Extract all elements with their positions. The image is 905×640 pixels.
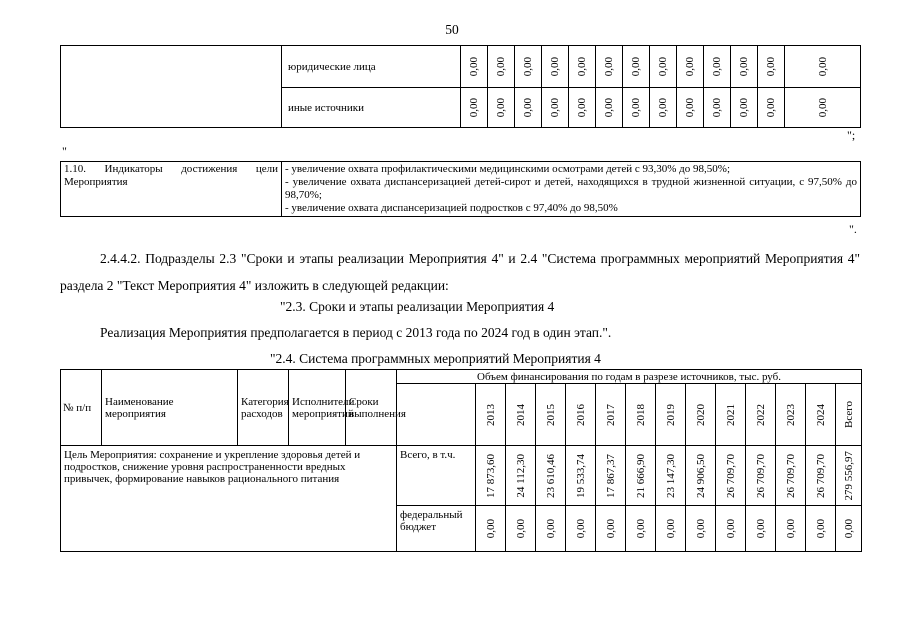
year-header: 2017 [604, 403, 617, 426]
year-header: 2016 [574, 403, 587, 426]
year-header: 2021 [724, 403, 737, 426]
programme-table [60, 369, 862, 552]
value-cell: 0,00 [738, 56, 750, 77]
value-cell: 0,00 [630, 97, 642, 118]
value-cell: 0,00 [574, 518, 587, 539]
value-cell: 0,00 [544, 518, 557, 539]
value-cell: 0,00 [784, 518, 797, 539]
value-cell: 0,00 [724, 518, 737, 539]
value-cell: 0,00 [657, 56, 669, 77]
empty-cell [61, 46, 282, 128]
row-label: иные источники [282, 88, 461, 128]
indicators-label: 1.10. Индикаторы достижения цели Мероприятия [61, 162, 282, 217]
value-cell: 0,00 [816, 56, 829, 77]
table-row [61, 46, 861, 88]
value-cell: 0,00 [711, 97, 723, 118]
value-cell: 0,00 [711, 56, 723, 77]
value-cell: 0,00 [522, 97, 534, 118]
year-header: 2024 [814, 403, 827, 426]
value-cell: 23 147,30 [664, 453, 677, 498]
indicator-item: - увеличение охвата профилактическими медицинскими осмотрами детей с 93,30% до 98,50%; [285, 163, 730, 175]
value-cell: 0,00 [604, 518, 617, 539]
year-header: Всего [842, 401, 855, 428]
paragraph: Реализация Мероприятия предполагается в период с 2013 года по 2024 год в один этап.". [100, 325, 612, 340]
close-quote: "; [847, 128, 856, 142]
year-header: 2015 [544, 403, 557, 426]
section-heading: "2.4. Система программных мероприятий Мероприятия 4 [270, 351, 601, 366]
header-terms: Сроки выполнения [346, 370, 397, 446]
table-row [61, 446, 862, 506]
close-quote: ". [849, 222, 857, 236]
indicators-list [282, 162, 861, 217]
value-cell: 26 709,70 [814, 453, 827, 498]
source-label [397, 506, 476, 552]
top-funding-table [60, 45, 861, 128]
value-cell: 24 112,30 [514, 453, 527, 498]
value-cell: 17 867,37 [604, 453, 617, 498]
page-number: 50 [445, 22, 459, 37]
value-cell: 0,00 [684, 97, 696, 118]
value-cell: 0,00 [549, 97, 561, 118]
value-cell: 0,00 [664, 518, 677, 539]
value-cell: 26 709,70 [754, 453, 767, 498]
value-cell: 0,00 [495, 97, 507, 118]
value-cell: 0,00 [576, 56, 588, 77]
value-cell: 21 666,90 [634, 453, 647, 498]
value-cell: 0,00 [738, 97, 750, 118]
value-cell: 0,00 [495, 56, 507, 77]
value-cell: 0,00 [514, 518, 527, 539]
value-cell: 0,00 [468, 56, 480, 77]
source-label: Всего, в т.ч. [397, 446, 476, 506]
value-cell: 0,00 [522, 56, 534, 77]
year-header: 2023 [784, 403, 797, 426]
year-header: 2020 [694, 403, 707, 426]
value-cell: 0,00 [765, 97, 777, 118]
header-num: № п/п [61, 370, 102, 446]
year-header: 2022 [754, 403, 767, 426]
year-header: 2013 [484, 403, 497, 426]
value-cell: 19 533,74 [574, 453, 587, 498]
row-label: юридические лица [282, 46, 461, 88]
value-cell: 0,00 [694, 518, 707, 539]
value-cell: 0,00 [576, 97, 588, 118]
value-cell: 0,00 [468, 97, 480, 118]
year-header: 2018 [634, 403, 647, 426]
header-name: Наименование мероприятия [102, 370, 238, 446]
value-cell: 0,00 [484, 518, 497, 539]
value-cell: 24 906,50 [694, 453, 707, 498]
open-quote: " [62, 144, 67, 158]
section-heading: "2.3. Сроки и этапы реализации Мероприятия 4 [280, 299, 555, 314]
goal-text: Цель Мероприятия: сохранение и укрепление здоровья детей и подростков, снижение уровня распространенности вредных привычек, формирование навыков рационального питания [61, 446, 397, 552]
empty-cell [397, 384, 476, 446]
value-cell: 0,00 [630, 56, 642, 77]
value-cell: 0,00 [549, 56, 561, 77]
indicator-item: - увеличение охвата диспансеризацией детей-сирот и детей, находящихся в трудной жизненной ситуации, с 97,50% до 98,70%; [285, 176, 857, 201]
value-cell: 0,00 [634, 518, 647, 539]
header-executors: Исполнители мероприятий [289, 370, 346, 446]
value-cell: 26 709,70 [784, 453, 797, 498]
source-label-text: федеральный бюджет [400, 509, 463, 533]
value-cell: 0,00 [842, 518, 855, 539]
paragraph: 2.4.4.2. Подразделы 2.3 "Сроки и этапы реализации Мероприятия 4" и 2.4 "Система программных мероприятий Мероприятия 4" раздела 2 "Текст Мероприятия 4" изложить в следующей редакции: [60, 251, 860, 293]
year-header: 2014 [514, 403, 527, 426]
value-cell: 279 556,97 [842, 450, 855, 501]
value-cell: 0,00 [603, 97, 615, 118]
value-cell: 0,00 [657, 97, 669, 118]
value-cell: 0,00 [816, 97, 829, 118]
year-header: 2019 [664, 403, 677, 426]
value-cell: 17 873,60 [484, 453, 497, 498]
value-cell: 0,00 [684, 56, 696, 77]
value-cell: 0,00 [754, 518, 767, 539]
value-cell: 23 610,46 [544, 453, 557, 498]
value-cell: 0,00 [765, 56, 777, 77]
value-cell: 0,00 [814, 518, 827, 539]
indicators-table [60, 161, 861, 217]
header-category: Категория расходов [238, 370, 289, 446]
header-funding: Объем финансирования по годам в разрезе источников, тыс. руб. [397, 370, 862, 384]
value-cell: 0,00 [603, 56, 615, 77]
indicator-item: - увеличение охвата диспансеризацией подростков с 97,40% до 98,50% [285, 202, 618, 214]
value-cell: 26 709,70 [724, 453, 737, 498]
